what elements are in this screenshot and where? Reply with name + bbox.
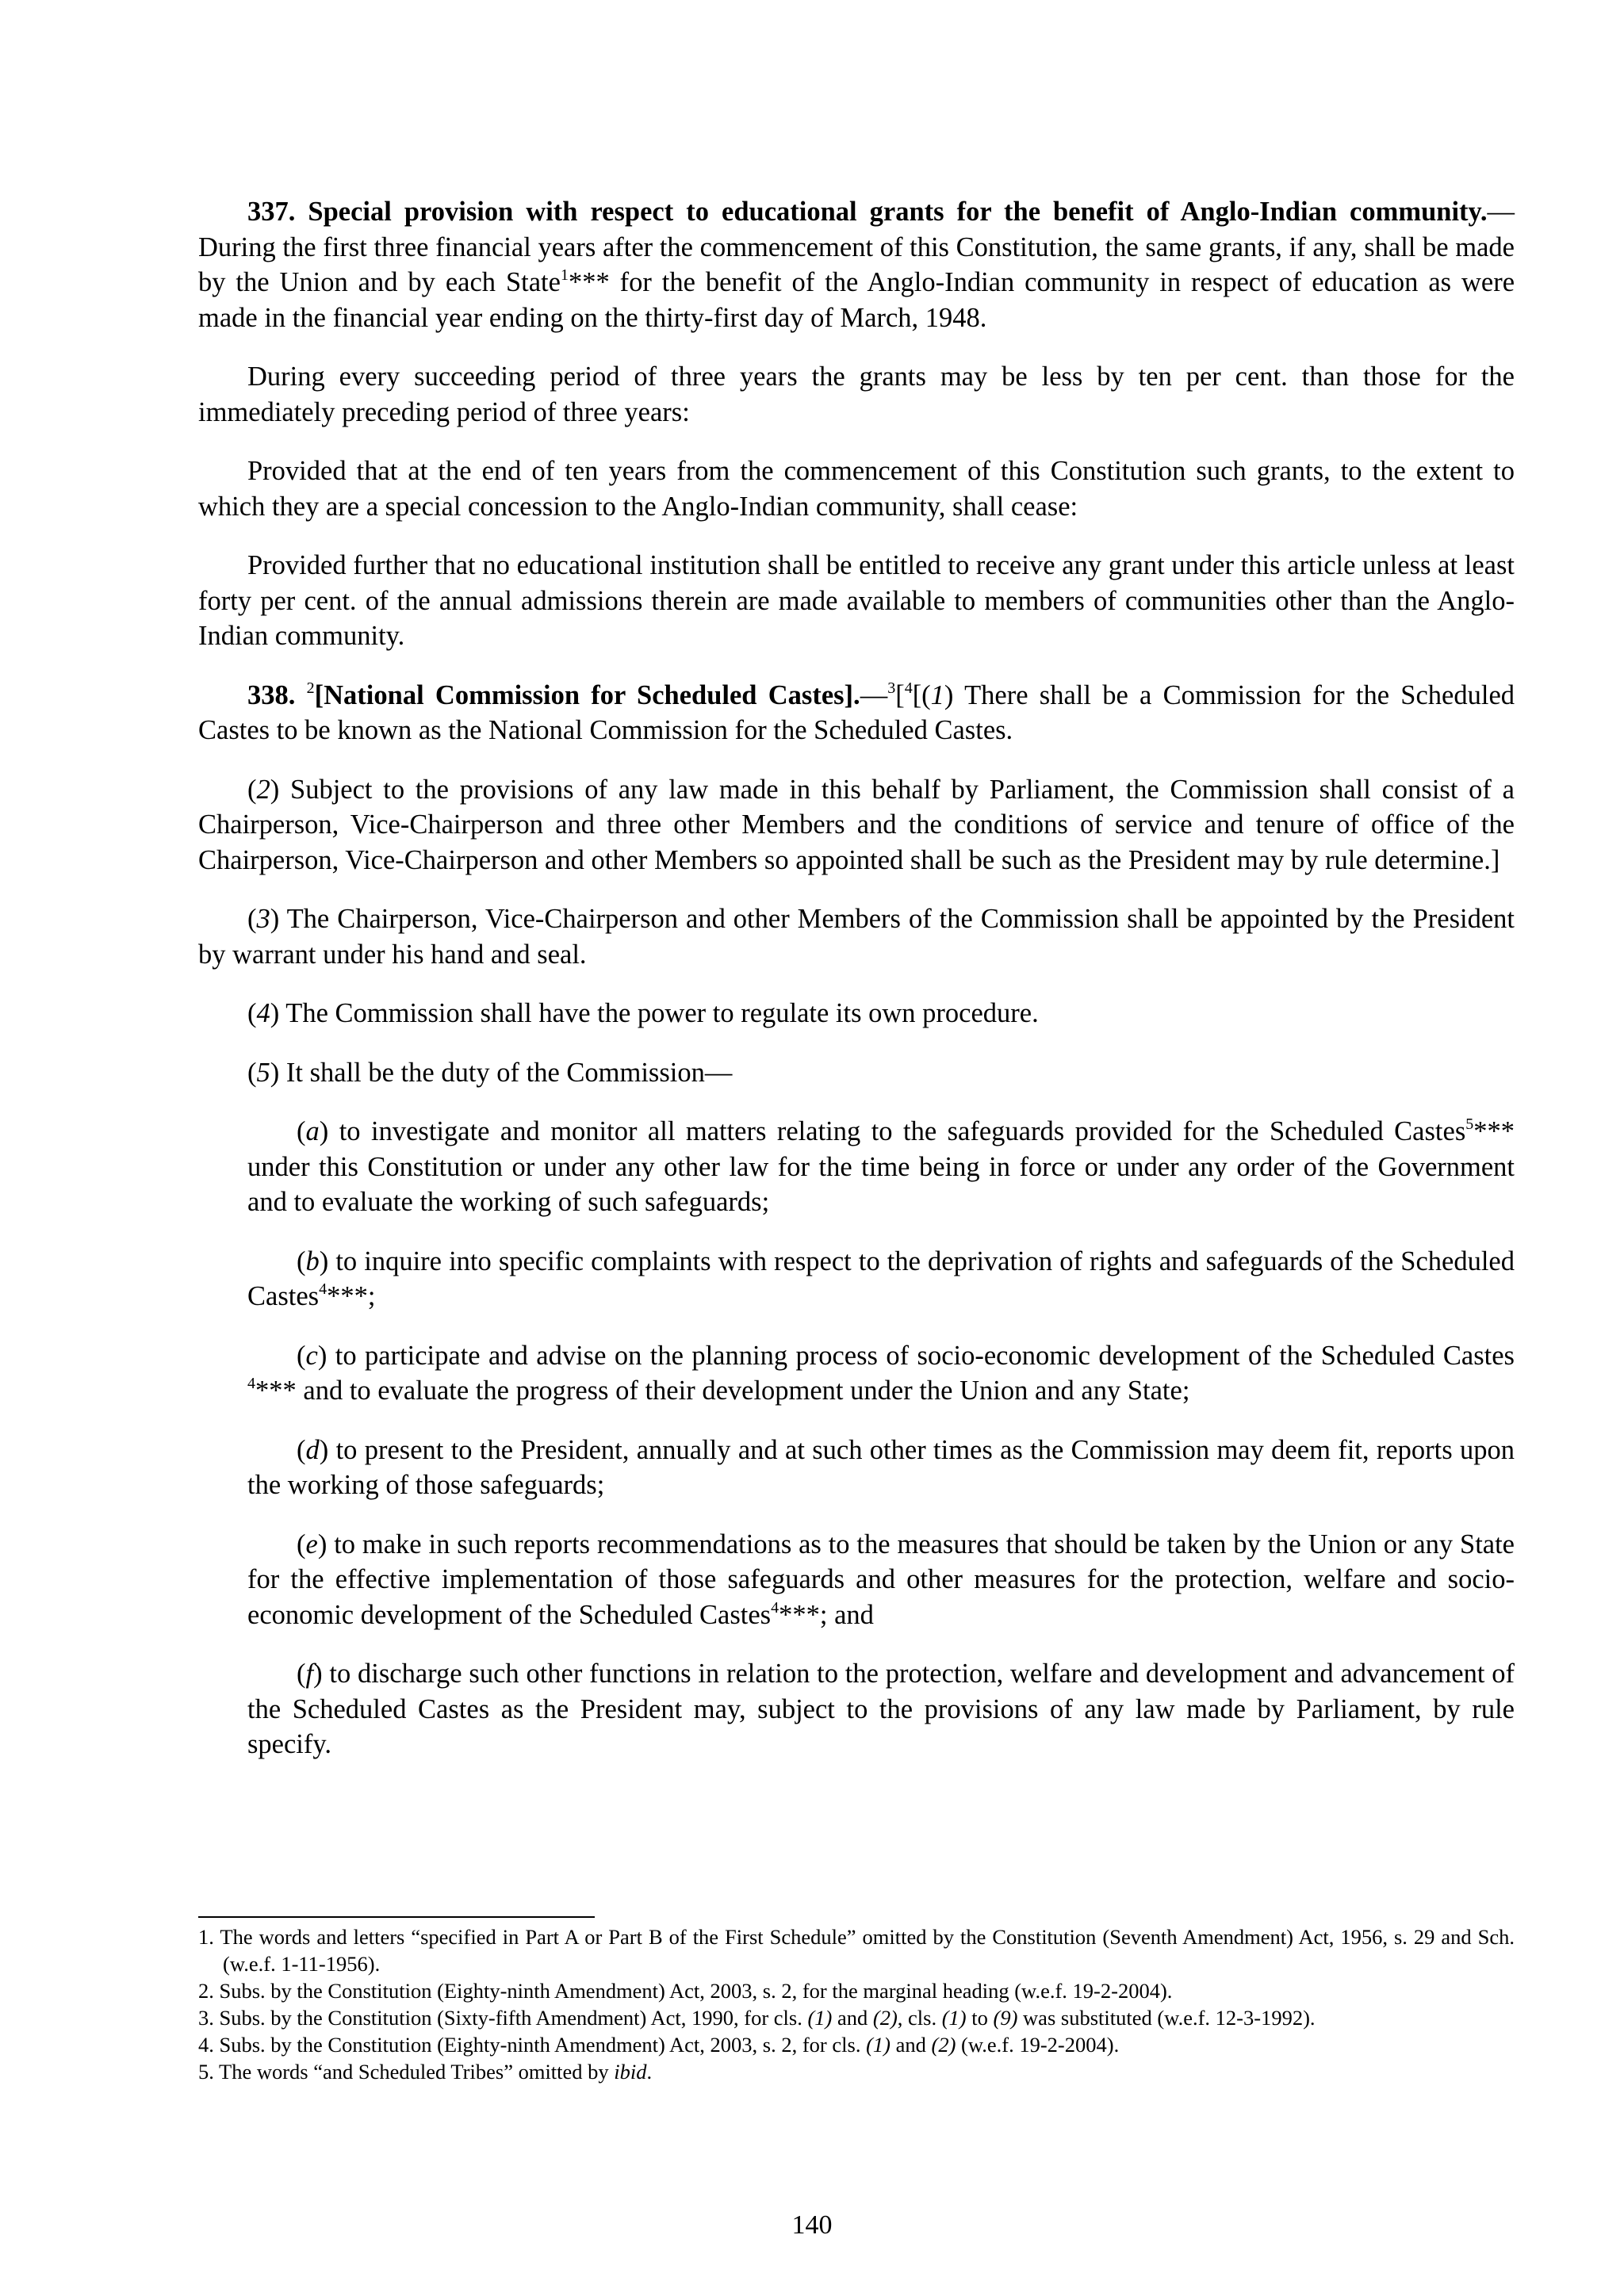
- clause-5: (5) It shall be the duty of the Commission—: [247, 1057, 733, 1088]
- text: (w.e.f. 19-2-2004).: [956, 2033, 1120, 2057]
- sub-clause-label: f: [305, 1659, 314, 1689]
- sub-clause-f: (f) to discharge such other functions in relation to the protection, welfare and development and advancement of the Scheduled Castes as the President may, subject to the provisions of any law made by Parliament, by rule specify.: [247, 1659, 1515, 1759]
- body-text: [198, 194, 1515, 1786]
- sub-clause-c: (c) to participate and advise on the planning process of socio-economic development of the Scheduled Castes $^4$*** and to evaluate the progress of their development under the Union and any State;: [247, 1340, 1515, 1406]
- text: 5. The words “and Scheduled Tribes” omitted by: [198, 2060, 615, 2084]
- clause-number: 3: [256, 904, 270, 934]
- footnote-ref: 5: [1465, 1115, 1474, 1133]
- footnote-ref: 3: [887, 679, 896, 697]
- text: to investigate and monitor all matters relating to the safeguards provided for the Scheduled Castes: [328, 1116, 1466, 1146]
- text: ibid: [614, 2060, 647, 2084]
- clause-2: (2) Subject to the provisions of any law made in this behalf by Parliament, the Commission shall consist of a Chairperson, Vice-Chairperson and three other Members and the conditions of service and tenure of office of the Chairperson, Vice-Chairperson and other Members so appointed shall be such as the President may by rule determine.]: [198, 774, 1515, 875]
- footnote-ref: 4: [771, 1598, 779, 1617]
- footnote-3: [198, 2004, 1515, 2031]
- text: ***;: [327, 1281, 376, 1311]
- clause-4: (4) The Commission shall have the power to regulate its own procedure.: [247, 998, 1039, 1028]
- text: to discharge such other functions in relation to the protection, welfare and development and advancement of the Scheduled Castes as the President may, subject to the provisions of any law made by Parliament, by rule specify.: [247, 1659, 1515, 1759]
- text: (9): [993, 2006, 1018, 2030]
- text: to make in such reports recommendations as to the measures that should be taken by the Union or any State for the effective implementation of those safeguards and other measures for the protection, welfare and socio-economic development of the Scheduled Castes: [247, 1529, 1515, 1630]
- text: (1): [941, 2006, 967, 2030]
- text: and: [890, 2033, 932, 2057]
- proviso: Provided that at the end of ten years from the commencement of this Constitution such grants, to the extent to which they are a special concession to the Anglo-Indian community, shall cease:: [198, 456, 1515, 522]
- text: Subject to the provisions of any law made in this behalf by Parliament, the Commission shall consist of a Chairperson, Vice-Chairperson and three other Members and the conditions of service and tenure of office of the Chairperson, Vice-Chairperson and other Members so appointed shall be such as the President may by rule determine.]: [198, 774, 1515, 875]
- clause-1-number: [(1): [912, 679, 954, 710]
- text: (2): [872, 2006, 898, 2030]
- clause-number: 2: [256, 774, 270, 805]
- footnotes: [198, 1923, 1515, 2085]
- footnote-4: [198, 2031, 1515, 2058]
- article-338-heading: [National Commission for Scheduled Castes].: [314, 679, 860, 710]
- text: to present to the President, annually and at such other times as the Commission may deem fit, reports upon the working of those safeguards;: [247, 1434, 1515, 1500]
- text: [: [895, 679, 905, 710]
- text: *** under this Constitution or under any other law for the time being in force or under any order of the Government and to evaluate the working of such safeguards;: [247, 1116, 1515, 1217]
- text: and: [832, 2006, 873, 2030]
- proviso: Provided further that no educational institution shall be entitled to receive any grant under this article unless at least forty per cent. of the annual admissions therein are made available to members of communities other than the Anglo-Indian community.: [198, 550, 1515, 651]
- text: —: [860, 679, 888, 710]
- text: .: [646, 2060, 653, 2084]
- text: to participate and advise on the planning process of socio-economic development of the Scheduled Castes: [327, 1340, 1515, 1371]
- text: *** and to evaluate the progress of their development under the Union and any State;: [255, 1376, 1190, 1406]
- text: to: [966, 2006, 994, 2030]
- text: (1): [866, 2033, 891, 2057]
- text: The Chairperson, Vice-Chairperson and other Members of the Commission shall be appointed by the President by warrant under his hand and seal.: [198, 904, 1515, 970]
- article-337-heading: 337. Special provision with respect to educational grants for the benefit of Anglo-Indian community.: [247, 197, 1488, 227]
- text: There shall be a Commission for the Scheduled Castes to be known as the National Commission for the Scheduled Castes.: [198, 679, 1515, 745]
- clause-number: 4: [256, 998, 270, 1028]
- footnote-ref: 2: [306, 679, 315, 697]
- sub-clause-e: (e) to make in such reports recommendations as to the measures that should be taken by the Union or any State for the effective implementation of those safeguards and other measures for the protection, welfare and socio-economic development of the Scheduled Castes$^4$***; and: [247, 1529, 1515, 1630]
- sub-clause-a: (a) to investigate and monitor all matters relating to the safeguards provided for the Scheduled Castes$^5$*** under this Constitution or under any other law for the time being in force or under any order of the Government and to evaluate the working of such safeguards;: [247, 1115, 1515, 1217]
- article-338-number: 338.: [247, 679, 296, 710]
- text: *** for the benefit of the Anglo-Indian community in respect of education as were made in the financial year ending on the thirty-first day of March, 1948.: [198, 267, 1515, 333]
- article-337-paragraph: [198, 194, 1515, 335]
- footnote-1: 1. The words and letters “specified in Part A or Part B of the First Schedule” omitted by the Constitution (Seventh Amendment) Act, 1956, s. 29 and Sch.(w.e.f. 1-11-1956).: [198, 1925, 1515, 1976]
- sub-clause-label: a: [305, 1116, 320, 1146]
- footnote-divider: [198, 1916, 595, 1918]
- text: 3. Subs. by the Constitution (Sixty-fifth Amendment) Act, 1990, for cls.: [198, 2006, 808, 2030]
- text: It shall be the duty of the Commission—: [279, 1057, 733, 1088]
- footnote-ref: 4: [247, 1375, 255, 1392]
- footnote-2: 2. Subs. by the Constitution (Eighty-ninth Amendment) Act, 2003, s. 2, for the marginal heading (w.e.f. 19-2-2004).: [198, 1979, 1173, 2003]
- text: was substituted (w.e.f. 12-3-1992).: [1017, 2006, 1316, 2030]
- sub-clause-label: c: [305, 1340, 318, 1371]
- sub-clause-label: b: [305, 1246, 320, 1276]
- text: (2): [931, 2033, 956, 2057]
- article-338-paragraph: [198, 678, 1515, 748]
- footnote-ref: 4: [904, 679, 913, 697]
- page-number: 140: [791, 2210, 833, 2240]
- text: , cls.: [897, 2006, 942, 2030]
- clause-3: (3) The Chairperson, Vice-Chairperson and other Members of the Commission shall be appointed by the President by warrant under his hand and seal.: [198, 904, 1515, 970]
- sub-clause-d: (d) to present to the President, annually and at such other times as the Commission may deem fit, reports upon the working of those safeguards;: [247, 1434, 1515, 1500]
- sub-clause-b: (b) to inquire into specific complaints with respect to the deprivation of rights and safeguards of the Scheduled Castes$^4$***;: [247, 1246, 1515, 1311]
- text: (1): [807, 2006, 833, 2030]
- text: —During the first three financial years after the commencement of this Constitution, the same grants, if any, shall be made by the Union and by each State: [198, 197, 1515, 297]
- clause-number: 5: [256, 1057, 270, 1088]
- footnote-ref: 4: [319, 1280, 327, 1298]
- text: 4. Subs. by the Constitution (Eighty-ninth Amendment) Act, 2003, s. 2, for cls.: [198, 2033, 867, 2057]
- paragraph: During every succeeding period of three years the grants may be less by ten per cent. than those for the immediately preceding period of three years:: [198, 362, 1515, 427]
- sub-clause-label: d: [305, 1434, 320, 1465]
- text: to inquire into specific complaints with respect to the deprivation of rights and safeguards of the Scheduled Castes: [247, 1246, 1515, 1311]
- text: The Commission shall have the power to regulate its own procedure.: [279, 998, 1039, 1028]
- footnote-5: [198, 2058, 1515, 2085]
- footnote-ref: 1: [560, 266, 569, 284]
- text: ***; and: [779, 1599, 874, 1630]
- sub-clause-label: e: [305, 1529, 318, 1559]
